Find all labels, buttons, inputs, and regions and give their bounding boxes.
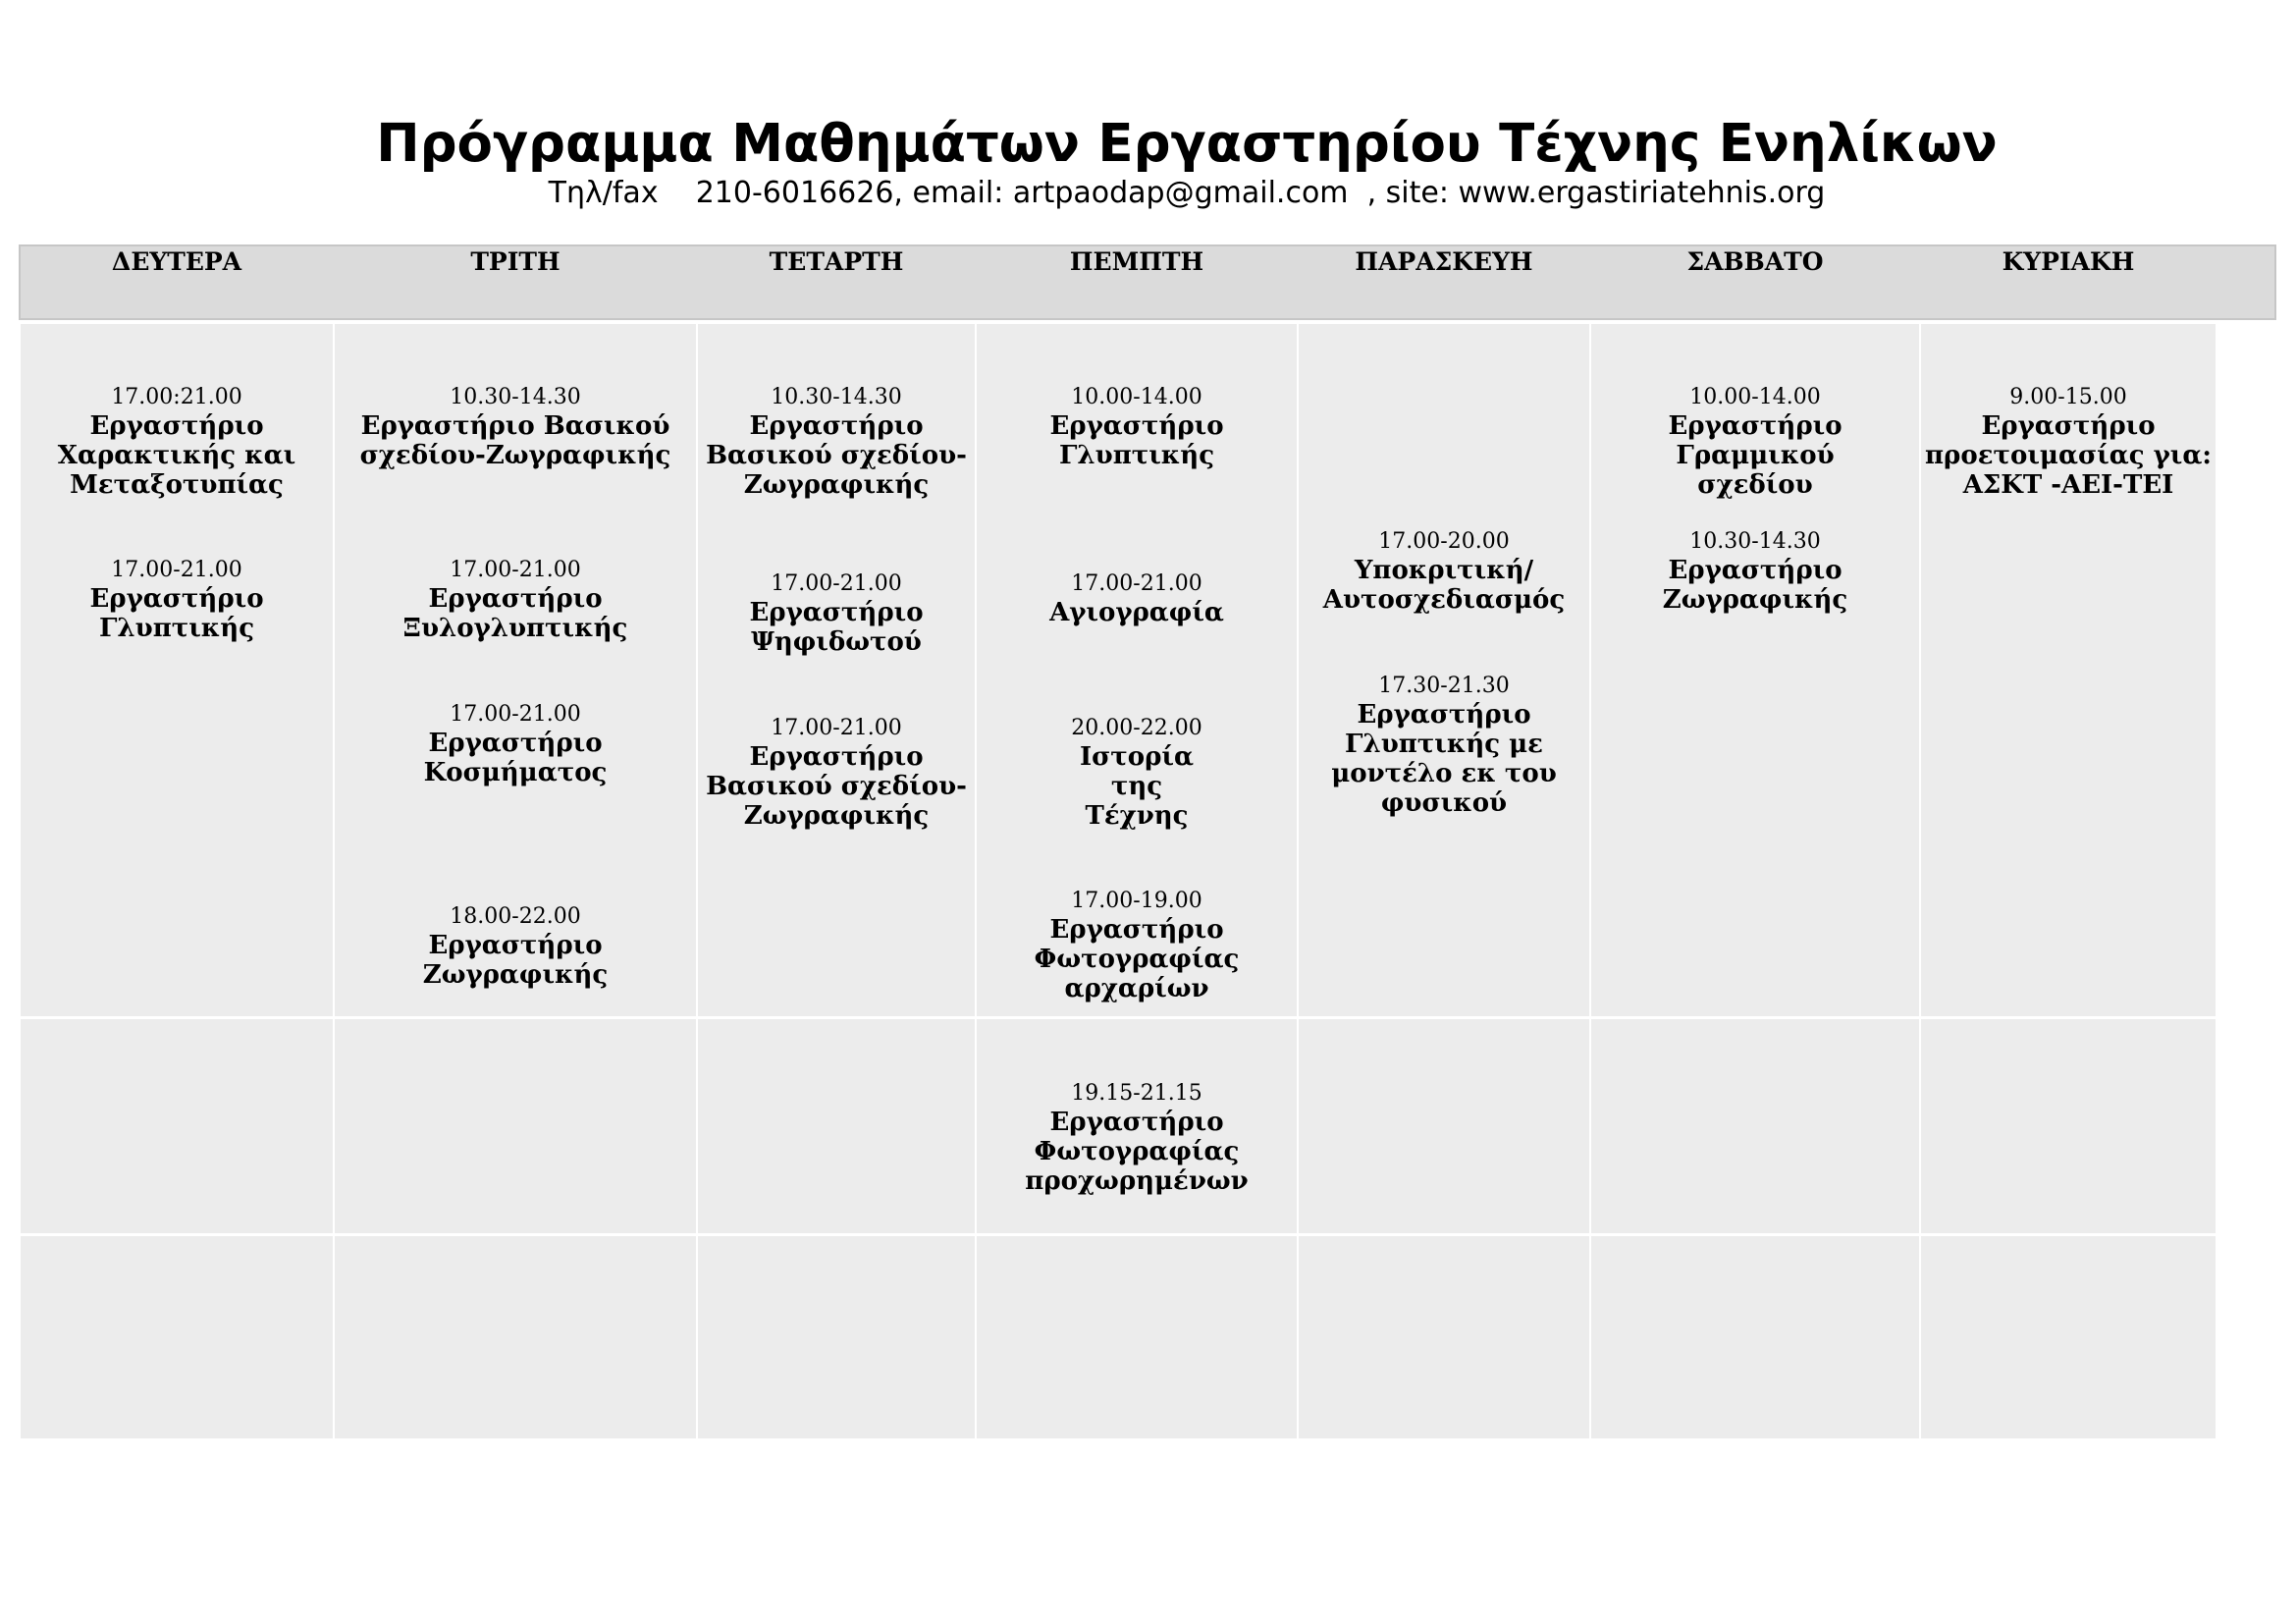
- session-time: 10.30-14.30: [450, 385, 581, 409]
- session-time: 17.00-21.00: [111, 558, 242, 582]
- session-block: [1299, 527, 1589, 615]
- session-block: [335, 902, 696, 990]
- session-time: 17.00-20.00: [1378, 529, 1510, 554]
- session-time: 19.15-21.15: [1071, 1081, 1202, 1106]
- session-name: Εργαστήριο Ζωγραφικής: [1662, 556, 1848, 615]
- session-name: Εργαστήριο Φωτογραφίας αρχαρίων: [1034, 915, 1240, 1003]
- session-name: Εργαστήριο Ξυλογλυπτικής: [402, 584, 628, 643]
- session-time: 17.00-21.00: [771, 571, 902, 596]
- row-divider: [21, 1233, 2216, 1236]
- day-header-thursday: ΠΕΜΠΤΗ: [1069, 247, 1204, 276]
- session-block: [335, 556, 696, 643]
- session-name: Εργαστήριο Βασικού σχεδίου- Ζωγραφικής: [706, 411, 967, 500]
- session-name: Εργαστήριο Βασικού σχεδίου-Ζωγραφικής: [359, 411, 671, 470]
- day-header-wednesday: ΤΕΤΑΡΤΗ: [769, 247, 904, 276]
- session-time: 10.30-14.30: [1689, 529, 1821, 554]
- session-time: 17.00-21.00: [450, 702, 581, 727]
- session-block: [1921, 383, 2216, 500]
- session-name: Εργαστήριο Γλυπτικής: [1049, 411, 1224, 470]
- session-time: 10.30-14.30: [771, 385, 902, 409]
- row-divider: [21, 1016, 2216, 1019]
- session-block: [1591, 383, 1919, 500]
- session-block: [698, 569, 975, 657]
- session-time: 17.00-21.00: [771, 716, 902, 740]
- session-name: Εργαστήριο Γραμμικού σχεδίου: [1668, 411, 1842, 500]
- session-name: Εργαστήριο προετοιμασίας για: ΑΣΚΤ -ΑΕΙ-ΤΕΙ: [1925, 411, 2212, 500]
- session-time: 10.00-14.00: [1071, 385, 1202, 409]
- session-time: 9.00-15.00: [2009, 385, 2127, 409]
- contact-info: Τηλ/fax 210-6016626, email: artpaodap@gmail.com , site: www.ergastiriatehnis.org: [548, 176, 1826, 210]
- session-block: [21, 556, 333, 643]
- session-block: [977, 383, 1297, 470]
- session-block: [698, 383, 975, 500]
- session-name: Εργαστήριο Χαρακτικής και Μεταξοτυπίας: [57, 411, 296, 500]
- session-name: Εργαστήριο Γλυπτικής: [89, 584, 264, 643]
- page-title: Πρόγραμμα Μαθημάτων Εργαστηρίου Τέχνης Ενηλίκων: [376, 114, 1998, 174]
- session-time: 17.30-21.30: [1378, 674, 1510, 698]
- session-name: Ιστορία της Τέχνης: [1079, 742, 1195, 831]
- session-name: Αγιογραφία: [1049, 598, 1224, 627]
- session-name: Εργαστήριο Φωτογραφίας προχωρημένων: [1025, 1108, 1249, 1196]
- session-time: 20.00-22.00: [1071, 716, 1202, 740]
- session-name: Εργαστήριο Ψηφιδωτού: [749, 598, 924, 657]
- column-thursday: [977, 324, 1297, 1438]
- session-block: [977, 1079, 1297, 1196]
- session-block: [335, 700, 696, 787]
- session-block: [1299, 672, 1589, 818]
- session-block: [977, 887, 1297, 1003]
- day-header-monday: ΔΕΥΤΕΡΑ: [111, 247, 242, 276]
- session-block: [1591, 527, 1919, 615]
- column-friday: [1299, 324, 1589, 1438]
- day-header-friday: ΠΑΡΑΣΚΕΥΗ: [1355, 247, 1533, 276]
- session-name: Εργαστήριο Κοσμήματος: [423, 729, 608, 787]
- session-time: 18.00-22.00: [450, 904, 581, 929]
- session-time: 17.00:21.00: [111, 385, 242, 409]
- session-block: [977, 714, 1297, 831]
- session-time: 17.00-21.00: [450, 558, 581, 582]
- day-header-tuesday: ΤΡΙΤΗ: [470, 247, 561, 276]
- session-time: 10.00-14.00: [1689, 385, 1821, 409]
- session-block: [977, 569, 1297, 627]
- session-time: 17.00-19.00: [1071, 889, 1202, 913]
- session-name: Εργαστήριο Ζωγραφικής: [422, 931, 609, 990]
- session-time: 17.00-21.00: [1071, 571, 1202, 596]
- day-header-saturday: ΣΑΒΒΑΤΟ: [1686, 247, 1824, 276]
- day-header-sunday: ΚΥΡΙΑΚΗ: [2002, 247, 2135, 276]
- session-block: [698, 714, 975, 831]
- session-block: [335, 383, 696, 470]
- column-tuesday: [335, 324, 696, 1438]
- session-name: Υποκριτική/ Αυτοσχεδιασμός: [1322, 556, 1566, 615]
- session-block: [21, 383, 333, 500]
- session-name: Εργαστήριο Βασικού σχεδίου- Ζωγραφικής: [706, 742, 967, 831]
- session-name: Εργαστήριο Γλυπτικής με μοντέλο εκ του φυσικού: [1331, 700, 1557, 818]
